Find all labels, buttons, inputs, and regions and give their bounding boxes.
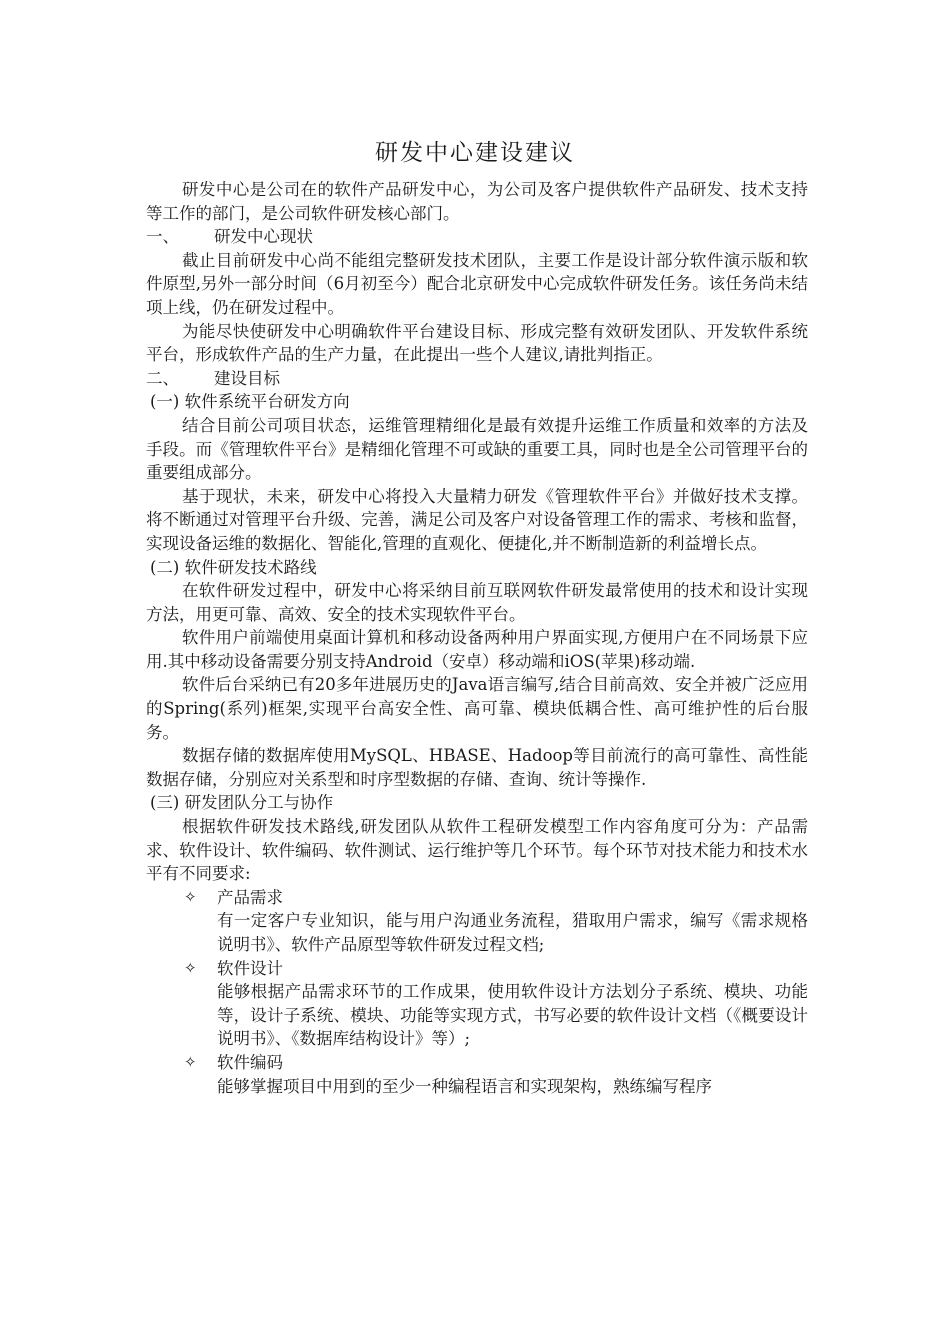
paragraph: 在软件研发过程中，研发中心将采纳目前互联网软件研发最常使用的技术和设计实现方法，用更可靠、高效、安全的技术实现软件平台。 <box>146 581 808 624</box>
bullet-item <box>146 886 808 910</box>
paragraph: 根据软件研发技术路线,研发团队从软件工程研发模型工作内容角度可分为：产品需求、软件设计、软件编码、软件测试、运行维护等几个环节。每个环节对技术能力和技术水平有不同要求: <box>146 817 808 884</box>
bullet-text: 能够掌握项目中用到的至少一种编程语言和实现架构，熟练编写程序 <box>217 1076 712 1096</box>
bullet-item <box>146 1051 808 1075</box>
paragraph: 基于现状，未来，研发中心将投入大量精力研发《管理软件平台》并做好技术支撑。将不断通过对管理平台升级、完善，满足公司及客户对设备管理工作的需求、考核和监督，实现设备运维的数据化、智能化,管理的直观化、便捷化,并不断制造新的利益增长点。 <box>146 486 808 553</box>
bullet-text: 有一定客户专业知识，能与用户沟通业务流程，猎取用户需求，编写《需求规格说明书》、软件产品原型等软件研发过程文档; <box>217 911 808 954</box>
diamond-bullet-icon: ✧ <box>184 887 197 906</box>
subsection-heading: (二) 软件研发技术路线 <box>150 557 317 577</box>
section-number: 二、 <box>146 368 179 388</box>
diamond-bullet-icon: ✧ <box>184 958 197 977</box>
document-body <box>146 178 808 1098</box>
section-title: 建设目标 <box>214 368 280 388</box>
bullet-label: 产品需求 <box>217 887 283 907</box>
diamond-bullet-icon: ✧ <box>184 1052 197 1071</box>
paragraph: 截止目前研发中心尚不能组完整研发技术团队，主要工作是设计部分软件演示版和软件原型,另外一部分时间（6月初至今）配合北京研发中心完成软件研发任务。该任务尚未结项上线，仍在研发过程中。 <box>146 250 808 317</box>
document-title: 研发中心建设建议 <box>375 140 575 166</box>
section-title: 研发中心现状 <box>214 227 313 247</box>
bullet-item <box>146 957 808 981</box>
bullet-label: 软件设计 <box>217 958 283 978</box>
bullet-text: 能够根据产品需求环节的工作成果，使用软件设计方法划分子系统、模块、功能等，设计子系统、模块、功能等实现方式，书写必要的软件设计文档（《概要设计说明书》、《数据库结构设计》等）; <box>217 982 808 1049</box>
section-heading <box>146 225 808 249</box>
paragraph: 结合目前公司项目状态，运维管理精细化是最有效提升运维工作质量和效率的方法及手段。而《管理软件平台》是精细化管理不可或缺的重要工具，同时也是全公司管理平台的重要组成部分。 <box>146 415 808 483</box>
paragraph: 为能尽快使研发中心明确软件平台建设目标、形成完整有效研发团队、开发软件系统平台，形成软件产品的生产力量，在此提出一些个人建议,请批判指正。 <box>146 321 808 365</box>
subsection-heading: (一) 软件系统平台研发方向 <box>150 392 350 412</box>
paragraph: 数据存储的数据库使用MySQL、HBASE、Hadoop等目前流行的高可靠性、高性能数据存储，分别应对关系型和时序型数据的存储、查询、统计等操作. <box>146 746 808 789</box>
subsection-heading: (三) 研发团队分工与协作 <box>150 793 334 813</box>
paragraph: 软件后台采纳已有20多年进展历史的Java语言编写,结合目前高效、安全并被广泛应用的Spring(系列)框架,实现平台高安全性、高可靠、模块低耦合性、高可维护性的后台服务。 <box>146 675 808 742</box>
section-heading <box>146 367 808 391</box>
section-number: 一、 <box>146 227 179 247</box>
bullet-label: 软件编码 <box>217 1052 283 1072</box>
paragraph: 软件用户前端使用桌面计算机和移动设备两种用户界面实现,方便用户在不同场景下应用.其中移动设备需要分别支持Android（安卓）移动端和iOS(苹果)移动端. <box>146 628 808 671</box>
intro-paragraph: 研发中心是公司在的软件产品研发中心，为公司及客户提供软件产品研发、技术支持等工作的部门，是公司软件研发核心部门。 <box>146 180 808 223</box>
